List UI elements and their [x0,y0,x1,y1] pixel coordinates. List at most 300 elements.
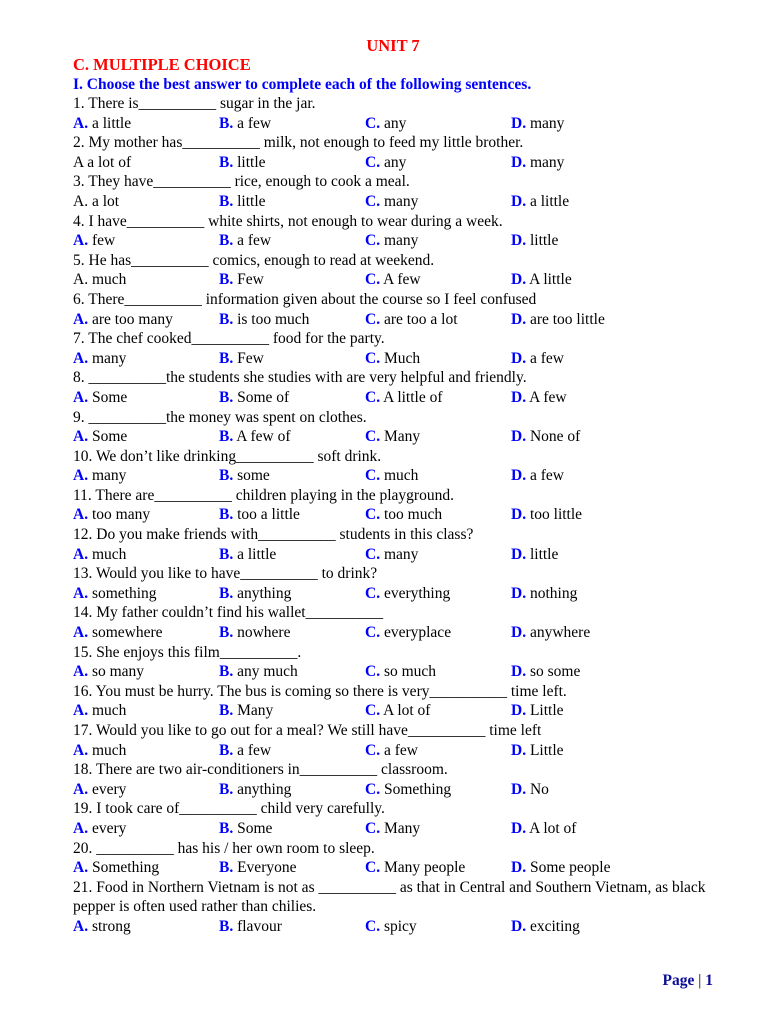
answer-option [219,545,276,565]
answer-option [365,270,421,290]
answer-options [73,701,713,721]
option-text: many [529,153,565,171]
answer-option [365,662,436,682]
option-text: anything [237,780,292,798]
option-text: too little [529,506,583,524]
option-letter: A. [73,545,89,563]
answer-options [73,388,713,408]
question-stem: 6. There__________ information given about the course so I feel confused [73,290,537,308]
option-letter: A. [73,114,89,132]
option-text: A few of [236,428,291,446]
option-letter: C. [365,192,381,210]
option-text: something [91,584,157,602]
option-letter: A. [73,349,89,367]
question-item [73,212,713,251]
answer-option [73,662,144,682]
option-letter: B. [219,859,234,877]
answer-option [365,231,418,251]
answer-option [511,858,610,878]
option-letter: B. [219,467,234,485]
option-letter: B. [219,192,234,210]
option-letter: A. [73,428,89,446]
option-letter: C. [365,114,381,132]
answer-options [73,114,713,134]
answer-options [73,819,713,839]
answer-option [365,741,418,761]
option-letter: B. [219,271,234,289]
option-letter: A. [73,741,89,759]
option-text: No [529,780,549,798]
option-text: much [383,467,419,485]
answer-option [73,917,131,937]
option-text: a little [237,545,277,563]
option-text: A lot of [383,702,431,720]
answer-option [365,623,451,643]
option-text: every [91,780,127,798]
option-text: anything [237,584,292,602]
option-text: Something [383,780,452,798]
option-text: many [91,349,127,367]
answer-option [73,114,131,134]
answer-option [73,505,150,525]
option-letter: B. [219,232,234,250]
option-letter: C. [365,741,381,759]
answer-option [365,153,406,173]
answer-option [365,114,406,134]
answer-option [73,545,126,565]
answer-options [73,741,713,761]
option-letter: C. [365,545,381,563]
answer-option [219,623,290,643]
answer-option [511,388,567,408]
answer-option [73,701,126,721]
question-item [73,839,713,878]
option-letter: B. [219,506,234,524]
option-text: strong [91,917,131,935]
option-letter: C. [365,819,381,837]
option-text: Little [529,741,564,759]
answer-option [511,427,580,447]
answer-option [365,349,420,369]
option-letter: B. [219,702,234,720]
option-letter: D. [511,780,527,798]
answer-option [219,192,266,212]
answer-option [219,466,270,486]
question-stem: 5. He has__________ comics, enough to read at weekend. [73,251,435,269]
answer-option [219,349,264,369]
option-letter: C. [365,663,381,681]
question-item [73,447,713,486]
option-letter: B. [219,153,234,171]
option-text: a lot of [87,153,132,171]
answer-option [365,466,418,486]
option-letter: C. [365,467,381,485]
option-letter: C. [365,153,381,171]
answer-option [73,231,115,251]
option-letter: D. [511,192,527,210]
answer-option [511,545,558,565]
answer-option [365,780,451,800]
answer-option [219,780,291,800]
answer-option [219,310,309,330]
question-item [73,172,713,211]
answer-option [511,917,580,937]
option-letter: B. [219,349,234,367]
answer-option [73,310,173,330]
answer-option [511,270,572,290]
option-text: some [237,467,270,485]
option-text: Some [237,819,273,837]
option-text: little [529,545,559,563]
option-letter: B. [219,741,234,759]
option-text: Many people [383,859,466,877]
option-text: little [237,153,266,171]
option-letter: A. [73,271,89,289]
answer-options [73,858,713,878]
question-item [73,760,713,799]
answer-options [73,153,713,173]
answer-option [219,427,291,447]
option-letter: D. [511,917,527,935]
option-text: too many [91,506,151,524]
question-stem: 4. I have__________ white shirts, not enough to wear during a week. [73,212,503,230]
question-item [73,643,713,682]
option-letter: D. [511,506,527,524]
option-text: everything [383,584,451,602]
option-text: many [529,114,565,132]
option-text: A little of [383,388,443,406]
option-letter: A. [73,467,89,485]
option-text: much [91,741,127,759]
page-footer [663,972,713,990]
answer-options [73,231,713,251]
answer-option [365,505,442,525]
option-letter: D. [511,232,527,250]
option-text: any much [237,663,298,681]
option-letter: B. [219,624,234,642]
option-text: Something [91,859,160,877]
question-stem: 18. There are two air-conditioners in__________ classroom. [73,761,448,779]
question-item [73,603,713,642]
option-letter: D. [511,388,527,406]
answer-option [511,153,564,173]
option-text: Some [91,428,128,446]
answer-option [219,231,271,251]
option-text: spicy [383,917,417,935]
answer-option [511,780,549,800]
answer-option [365,192,418,212]
option-letter: D. [511,702,527,720]
option-text: too much [383,506,443,524]
question-stem: 7. The chef cooked__________ food for the party. [73,330,385,348]
option-letter: C. [365,349,381,367]
option-text: a lot [91,192,120,210]
option-text: are too a lot [383,310,458,328]
option-text: Much [383,349,421,367]
question-stem: 20. __________ has his / her own room to sleep. [73,839,375,857]
option-letter: D. [511,819,527,837]
option-text: somewhere [91,624,163,642]
option-text: is too much [237,310,310,328]
option-letter: B. [219,917,234,935]
answer-options [73,584,713,604]
option-letter: C. [365,271,381,289]
option-text: Little [529,702,564,720]
page-separator: | [698,972,702,989]
option-text: many [383,545,419,563]
question-stem: 8. __________the students she studies with are very helpful and friendly. [73,369,527,387]
answer-option [365,917,417,937]
answer-option [511,623,590,643]
question-item [73,525,713,564]
option-letter: A. [73,310,89,328]
answer-option [365,310,458,330]
option-letter: C. [365,584,381,602]
answer-option [73,819,126,839]
option-text: exciting [529,917,580,935]
option-letter: D. [511,310,527,328]
answer-options [73,192,713,212]
option-letter: D. [511,663,527,681]
option-text: a few [237,114,272,132]
answer-option [511,584,577,604]
option-text: are too many [91,310,173,328]
option-letter: A. [73,859,89,877]
question-stem: 14. My father couldn’t find his wallet__________ [73,604,384,622]
question-stem: 1. There is__________ sugar in the jar. [73,95,316,112]
option-letter: C. [365,310,381,328]
answer-options [73,466,713,486]
option-text: a little [91,114,132,132]
option-letter: A. [73,819,89,837]
answer-option [219,114,271,134]
option-text: any [383,114,407,132]
answer-option [365,858,465,878]
answer-option [73,466,126,486]
option-text: Everyone [237,859,297,877]
option-text: nowhere [237,624,291,642]
answer-option [511,701,564,721]
option-text: Many [237,702,274,720]
question-stem: 11. There are__________ children playing in the playground. [73,486,454,504]
option-letter: B. [219,545,234,563]
option-letter: A. [73,388,89,406]
answer-option [219,270,264,290]
option-letter: A. [73,780,89,798]
option-text: nothing [529,584,578,602]
option-letter: B. [219,780,234,798]
option-letter: D. [511,349,527,367]
answer-option [511,466,564,486]
answer-option [511,114,564,134]
answer-options [73,310,713,330]
answer-option [219,388,289,408]
question-item [73,133,713,172]
option-letter: B. [219,310,234,328]
question-stem: 2. My mother has__________ milk, not enough to feed my little brother. [73,134,524,152]
option-letter: A [73,153,84,171]
answer-option [73,349,126,369]
question-item [73,799,713,838]
option-text: every [91,819,127,837]
option-text: too a little [237,506,300,524]
question-stem: 15. She enjoys this film__________. [73,643,302,661]
option-letter: B. [219,819,234,837]
option-letter: D. [511,428,527,446]
option-text: Some of [237,388,290,406]
option-text: Some people [529,859,611,877]
option-letter: D. [511,114,527,132]
option-letter: C. [365,780,381,798]
answer-option [73,741,126,761]
option-text: a few [529,349,564,367]
option-text: a few [237,741,272,759]
answer-options [73,917,713,937]
answer-option [73,427,127,447]
option-letter: A. [73,584,89,602]
answer-option [73,153,131,173]
question-item [73,682,713,721]
option-text: few [91,232,116,250]
option-letter: A. [73,506,89,524]
option-text: little [237,192,266,210]
option-letter: B. [219,663,234,681]
answer-options [73,270,713,290]
answer-option [73,388,127,408]
answer-option [365,427,420,447]
answer-option [73,192,119,212]
option-letter: D. [511,584,527,602]
option-letter: C. [365,624,381,642]
option-text: a little [529,192,570,210]
answer-options [73,349,713,369]
answer-options [73,505,713,525]
answer-option [219,819,272,839]
answer-options [73,623,713,643]
answer-option [73,780,126,800]
answer-option [365,545,418,565]
option-text: much [91,545,127,563]
option-text: A few [383,271,421,289]
question-item [73,564,713,603]
option-letter: D. [511,624,527,642]
option-letter: D. [511,467,527,485]
answer-option [511,505,582,525]
answer-option [219,505,300,525]
answer-option [73,623,163,643]
instruction-heading: I. Choose the best answer to complete each of the following sentences. [73,76,532,93]
option-text: little [529,232,559,250]
answer-option [219,584,291,604]
question-item [73,408,713,447]
answer-option [365,819,420,839]
option-letter: C. [365,388,381,406]
option-text: many [383,232,419,250]
answer-option [511,662,580,682]
answer-option [73,584,157,604]
option-letter: B. [219,428,234,446]
option-letter: C. [365,428,381,446]
question-item [73,251,713,290]
option-text: much [91,271,127,289]
option-letter: A. [73,702,89,720]
option-text: flavour [237,917,282,935]
answer-option [219,858,296,878]
option-text: Many [383,819,421,837]
option-text: A little [529,271,572,289]
question-item [73,486,713,525]
question-stem: 21. Food in Northern Vietnam is not as __________ as that in Central and Southern Vietnam, as black pepper is often used rather than chilies. [73,878,706,916]
option-letter: A. [73,624,89,642]
answer-option [511,192,569,212]
answer-option [219,917,282,937]
answer-option [511,310,605,330]
option-letter: B. [219,114,234,132]
option-text: any [383,153,407,171]
answer-option [365,388,443,408]
option-letter: C. [365,232,381,250]
answer-option [219,741,271,761]
option-text: so some [529,663,581,681]
option-text: A few [529,388,567,406]
answer-option [365,701,430,721]
option-text: anywhere [529,624,591,642]
question-stem: 19. I took care of__________ child very carefully. [73,800,385,818]
option-letter: A. [73,663,89,681]
question-stem: 13. Would you like to have__________ to drink? [73,565,378,583]
question-list [73,94,713,937]
question-stem: 16. You must be hurry. The bus is coming so there is very__________ time left. [73,682,567,700]
option-text: are too little [529,310,605,328]
question-item [73,290,713,329]
option-letter: C. [365,859,381,877]
option-text: so many [91,663,145,681]
answer-options [73,427,713,447]
question-stem: 10. We don’t like drinking__________ soft drink. [73,447,382,465]
option-text: a few [529,467,564,485]
option-letter: D. [511,741,527,759]
option-letter: B. [219,388,234,406]
option-letter: B. [219,584,234,602]
answer-options [73,662,713,682]
option-letter: D. [511,153,527,171]
option-text: everyplace [383,624,452,642]
answer-option [219,153,266,173]
question-stem: 9. __________the money was spent on clothes. [73,408,367,426]
option-text: much [91,702,127,720]
option-text: Few [237,349,264,367]
page-number: 1 [705,972,713,989]
question-stem: 12. Do you make friends with__________ students in this class? [73,526,474,544]
answer-option [511,741,564,761]
page-label: Page [662,972,695,989]
answer-options [73,780,713,800]
option-letter: D. [511,859,527,877]
answer-option [511,349,564,369]
answer-option [219,662,298,682]
option-letter: C. [365,917,381,935]
question-item [73,94,713,133]
option-text: None of [529,428,581,446]
question-item [73,878,713,937]
option-letter: A. [73,232,89,250]
option-letter: C. [365,506,381,524]
answer-options [73,545,713,565]
option-text: so much [383,663,437,681]
answer-option [219,701,273,721]
option-text: Few [237,271,264,289]
option-text: a few [383,741,418,759]
